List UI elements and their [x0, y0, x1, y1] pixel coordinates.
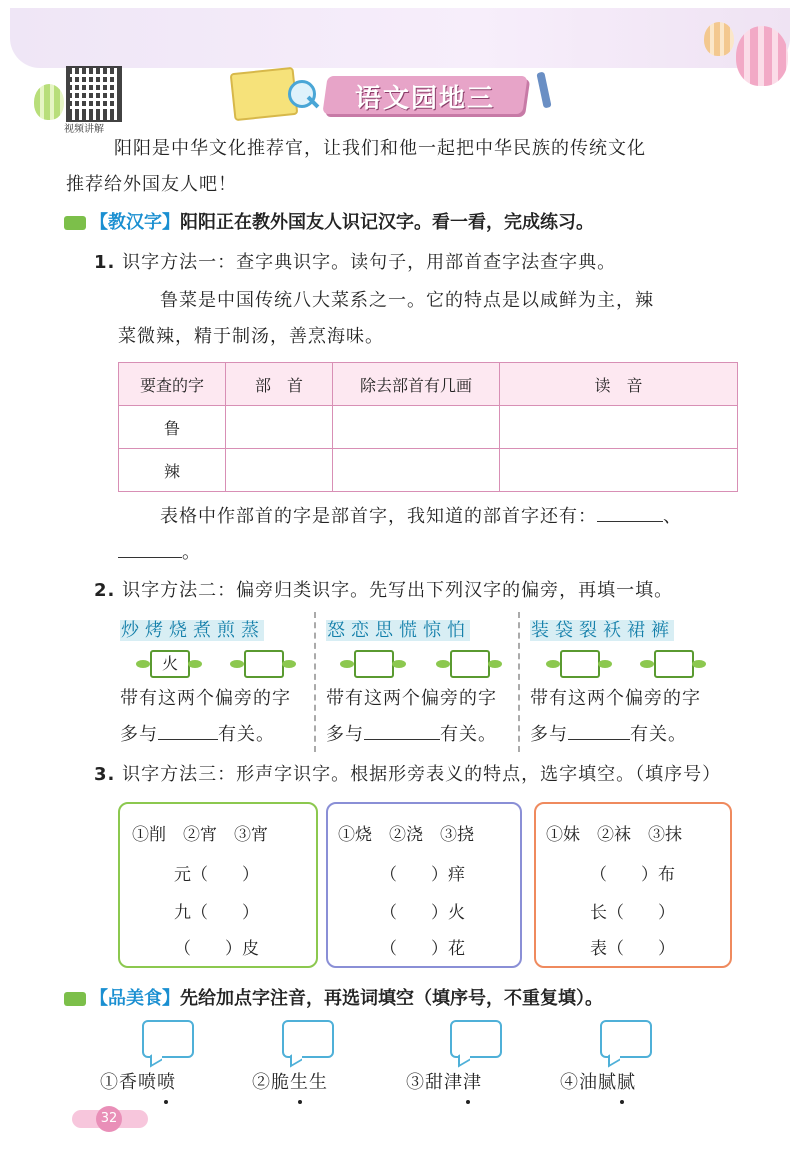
- emphasis-dot: [164, 1100, 168, 1104]
- leaf-icon: [436, 660, 450, 668]
- q1-prompt: [94, 246, 616, 280]
- leaf-icon: [546, 660, 560, 668]
- char: 裤: [651, 620, 673, 641]
- pinyin-answer-bubble[interactable]: [450, 1020, 502, 1058]
- emphasis-dot: [620, 1100, 624, 1104]
- balloon-icon: [736, 26, 788, 86]
- section-2-heading: [64, 984, 603, 1010]
- table-header: 除去部首有几画: [333, 363, 500, 406]
- word-option: ③甜津津: [406, 1072, 482, 1093]
- q1-followup-line-2: [118, 536, 201, 570]
- group-text: 多与: [530, 724, 568, 745]
- table-header: 部 首: [226, 363, 333, 406]
- fill-item[interactable]: （ ）痒: [380, 865, 465, 885]
- section-2-tag: 【品美食】: [90, 988, 180, 1009]
- char: 煮: [193, 620, 215, 641]
- qr-caption: 视频讲解: [64, 124, 104, 135]
- choice-box: [118, 802, 318, 968]
- emphasis-dot: [298, 1100, 302, 1104]
- table-header-row: [119, 363, 738, 406]
- char: 蒸: [241, 620, 263, 641]
- table-row: [119, 449, 738, 492]
- page-number: 32: [96, 1106, 122, 1132]
- divider: [518, 612, 520, 752]
- pinyin-answer-bubble[interactable]: [600, 1020, 652, 1058]
- q2-text: 识字方法二：偏旁归类识字。先写出下列汉字的偏旁，再填一填。: [122, 580, 674, 601]
- table-header: 要查的字: [119, 363, 226, 406]
- q3-prompt: [94, 758, 721, 792]
- group-text: 多与: [326, 724, 364, 745]
- table-header: 读 音: [500, 363, 738, 406]
- answer-blank[interactable]: [118, 539, 182, 558]
- group-text: 多与: [120, 724, 158, 745]
- intro-line-2: 推荐给外国友人吧！: [66, 174, 237, 195]
- fill-item[interactable]: （ ）花: [380, 939, 465, 959]
- answer-blank[interactable]: [568, 721, 630, 740]
- choice-options: ①烧 ②浇 ③挠: [338, 825, 474, 845]
- section-bullet-icon: [64, 992, 86, 1006]
- leaf-icon: [392, 660, 406, 668]
- char: 烤: [145, 620, 167, 641]
- page-title: 语文园地三: [354, 84, 495, 114]
- divider: [314, 612, 316, 752]
- word-option: ②脆生生: [252, 1072, 328, 1093]
- char: 煎: [217, 620, 239, 641]
- leaf-icon: [188, 660, 202, 668]
- answer-cell[interactable]: [226, 406, 333, 449]
- char: 装: [531, 620, 553, 641]
- leaf-icon: [640, 660, 654, 668]
- table-row: [119, 406, 738, 449]
- intro-line-1: 阳阳是中华文化推荐官，让我们和他一起把中华民族的传统文化: [114, 138, 646, 159]
- fill-item[interactable]: （ ）火: [380, 903, 465, 923]
- fill-item[interactable]: 九（ ）: [174, 903, 259, 923]
- group-text: 有关。: [630, 724, 687, 745]
- section-2-text: 先给加点字注音，再选词填空（填序号，不重复填）。: [180, 988, 603, 1009]
- leaf-icon: [488, 660, 502, 668]
- char: 思: [375, 620, 397, 641]
- char: 袋: [555, 620, 577, 641]
- pinyin-answer-bubble[interactable]: [142, 1020, 194, 1058]
- q1-followup-line: [160, 500, 682, 534]
- q3-number: 3.: [94, 764, 116, 785]
- q2-number: 2.: [94, 580, 116, 601]
- q1-sentence-2: 菜微辣，精于制汤，善烹海味。: [118, 326, 384, 347]
- qr-code-pattern: [70, 70, 114, 114]
- group-line-2: [120, 718, 275, 752]
- char: 怒: [327, 620, 349, 641]
- radical-answer-card[interactable]: 火: [150, 650, 190, 678]
- section-1-heading: [64, 208, 594, 234]
- table-cell: 辣: [119, 449, 226, 492]
- group-text: 有关。: [440, 724, 497, 745]
- balloon-icon: [704, 22, 734, 56]
- header-band: [10, 8, 790, 68]
- char: 裙: [627, 620, 649, 641]
- leaf-icon: [598, 660, 612, 668]
- leaf-icon: [230, 660, 244, 668]
- answer-cell[interactable]: [333, 406, 500, 449]
- q1-followup-text: 表格中作部首的字是部首字，我知道的部首字还有：: [160, 506, 597, 527]
- fill-item[interactable]: （ ）皮: [174, 939, 259, 959]
- balloon-icon: [34, 84, 64, 120]
- radical-answer-card[interactable]: [244, 650, 284, 678]
- q1-number: 1.: [94, 252, 116, 273]
- fill-item[interactable]: （ ）布: [590, 865, 675, 885]
- q3-text: 识字方法三：形声字识字。根据形旁表义的特点，选字填空。（填序号）: [122, 764, 722, 785]
- choice-options: ①削 ②宵 ③宵: [132, 825, 268, 845]
- group-line-2: [326, 718, 497, 752]
- choice-box: [534, 802, 732, 968]
- section-1-text: 阳阳正在教外国友人识记汉字。看一看，完成练习。: [180, 212, 594, 233]
- q1-text: 识字方法一：查字典识字。读句子，用部首查字法查字典。: [122, 252, 617, 273]
- char: 裂: [579, 620, 601, 641]
- word-option: ①香喷喷: [100, 1072, 176, 1093]
- radical-group-chars: [326, 616, 470, 642]
- section-bullet-icon: [64, 216, 86, 230]
- radical-group-chars: [530, 616, 674, 642]
- group-text: 有关。: [218, 724, 275, 745]
- char: 慌: [399, 620, 421, 641]
- section-1-tag: 【教汉字】: [90, 212, 180, 233]
- sentence-end: 。: [182, 542, 201, 563]
- fill-item[interactable]: 表（ ）: [590, 939, 675, 959]
- group-line-1: 带有这两个偏旁的字: [120, 688, 291, 709]
- char: 炒: [121, 620, 143, 641]
- char: 怕: [447, 620, 469, 641]
- radical-answer-card[interactable]: [560, 650, 600, 678]
- emphasis-dot: [466, 1100, 470, 1104]
- char: 烧: [169, 620, 191, 641]
- pinyin-answer-bubble[interactable]: [282, 1020, 334, 1058]
- choice-options: ①妹 ②袜 ③抹: [546, 825, 682, 845]
- radical-group-chars: [120, 616, 264, 642]
- brush-icon: [536, 72, 551, 109]
- group-line-1: 带有这两个偏旁的字: [530, 688, 701, 709]
- answer-cell[interactable]: [333, 449, 500, 492]
- fill-item[interactable]: 元（ ）: [174, 865, 259, 885]
- radical-answer-card[interactable]: [654, 650, 694, 678]
- answer-cell[interactable]: [500, 449, 738, 492]
- char: 袄: [603, 620, 625, 641]
- leaf-icon: [282, 660, 296, 668]
- word-option: ④油腻腻: [560, 1072, 636, 1093]
- leaf-icon: [136, 660, 150, 668]
- group-line-1: 带有这两个偏旁的字: [326, 688, 497, 709]
- radical-answer-card[interactable]: [354, 650, 394, 678]
- char: 惊: [423, 620, 445, 641]
- table-cell: 鲁: [119, 406, 226, 449]
- char: 恋: [351, 620, 373, 641]
- separator: 、: [663, 506, 682, 527]
- answer-blank[interactable]: [364, 721, 440, 740]
- answer-blank[interactable]: [597, 503, 663, 522]
- radical-answer-card[interactable]: [450, 650, 490, 678]
- fill-item[interactable]: 长（ ）: [590, 903, 675, 923]
- answer-blank[interactable]: [158, 721, 218, 740]
- q1-sentence-1: 鲁菜是中国传统八大菜系之一。它的特点是以咸鲜为主，辣: [160, 290, 654, 311]
- leaf-icon: [340, 660, 354, 668]
- group-line-2: [530, 718, 687, 752]
- lookup-table: [118, 362, 738, 492]
- answer-cell[interactable]: [226, 449, 333, 492]
- choice-box: [326, 802, 522, 968]
- q2-prompt: [94, 574, 673, 608]
- answer-cell[interactable]: [500, 406, 738, 449]
- leaf-icon: [692, 660, 706, 668]
